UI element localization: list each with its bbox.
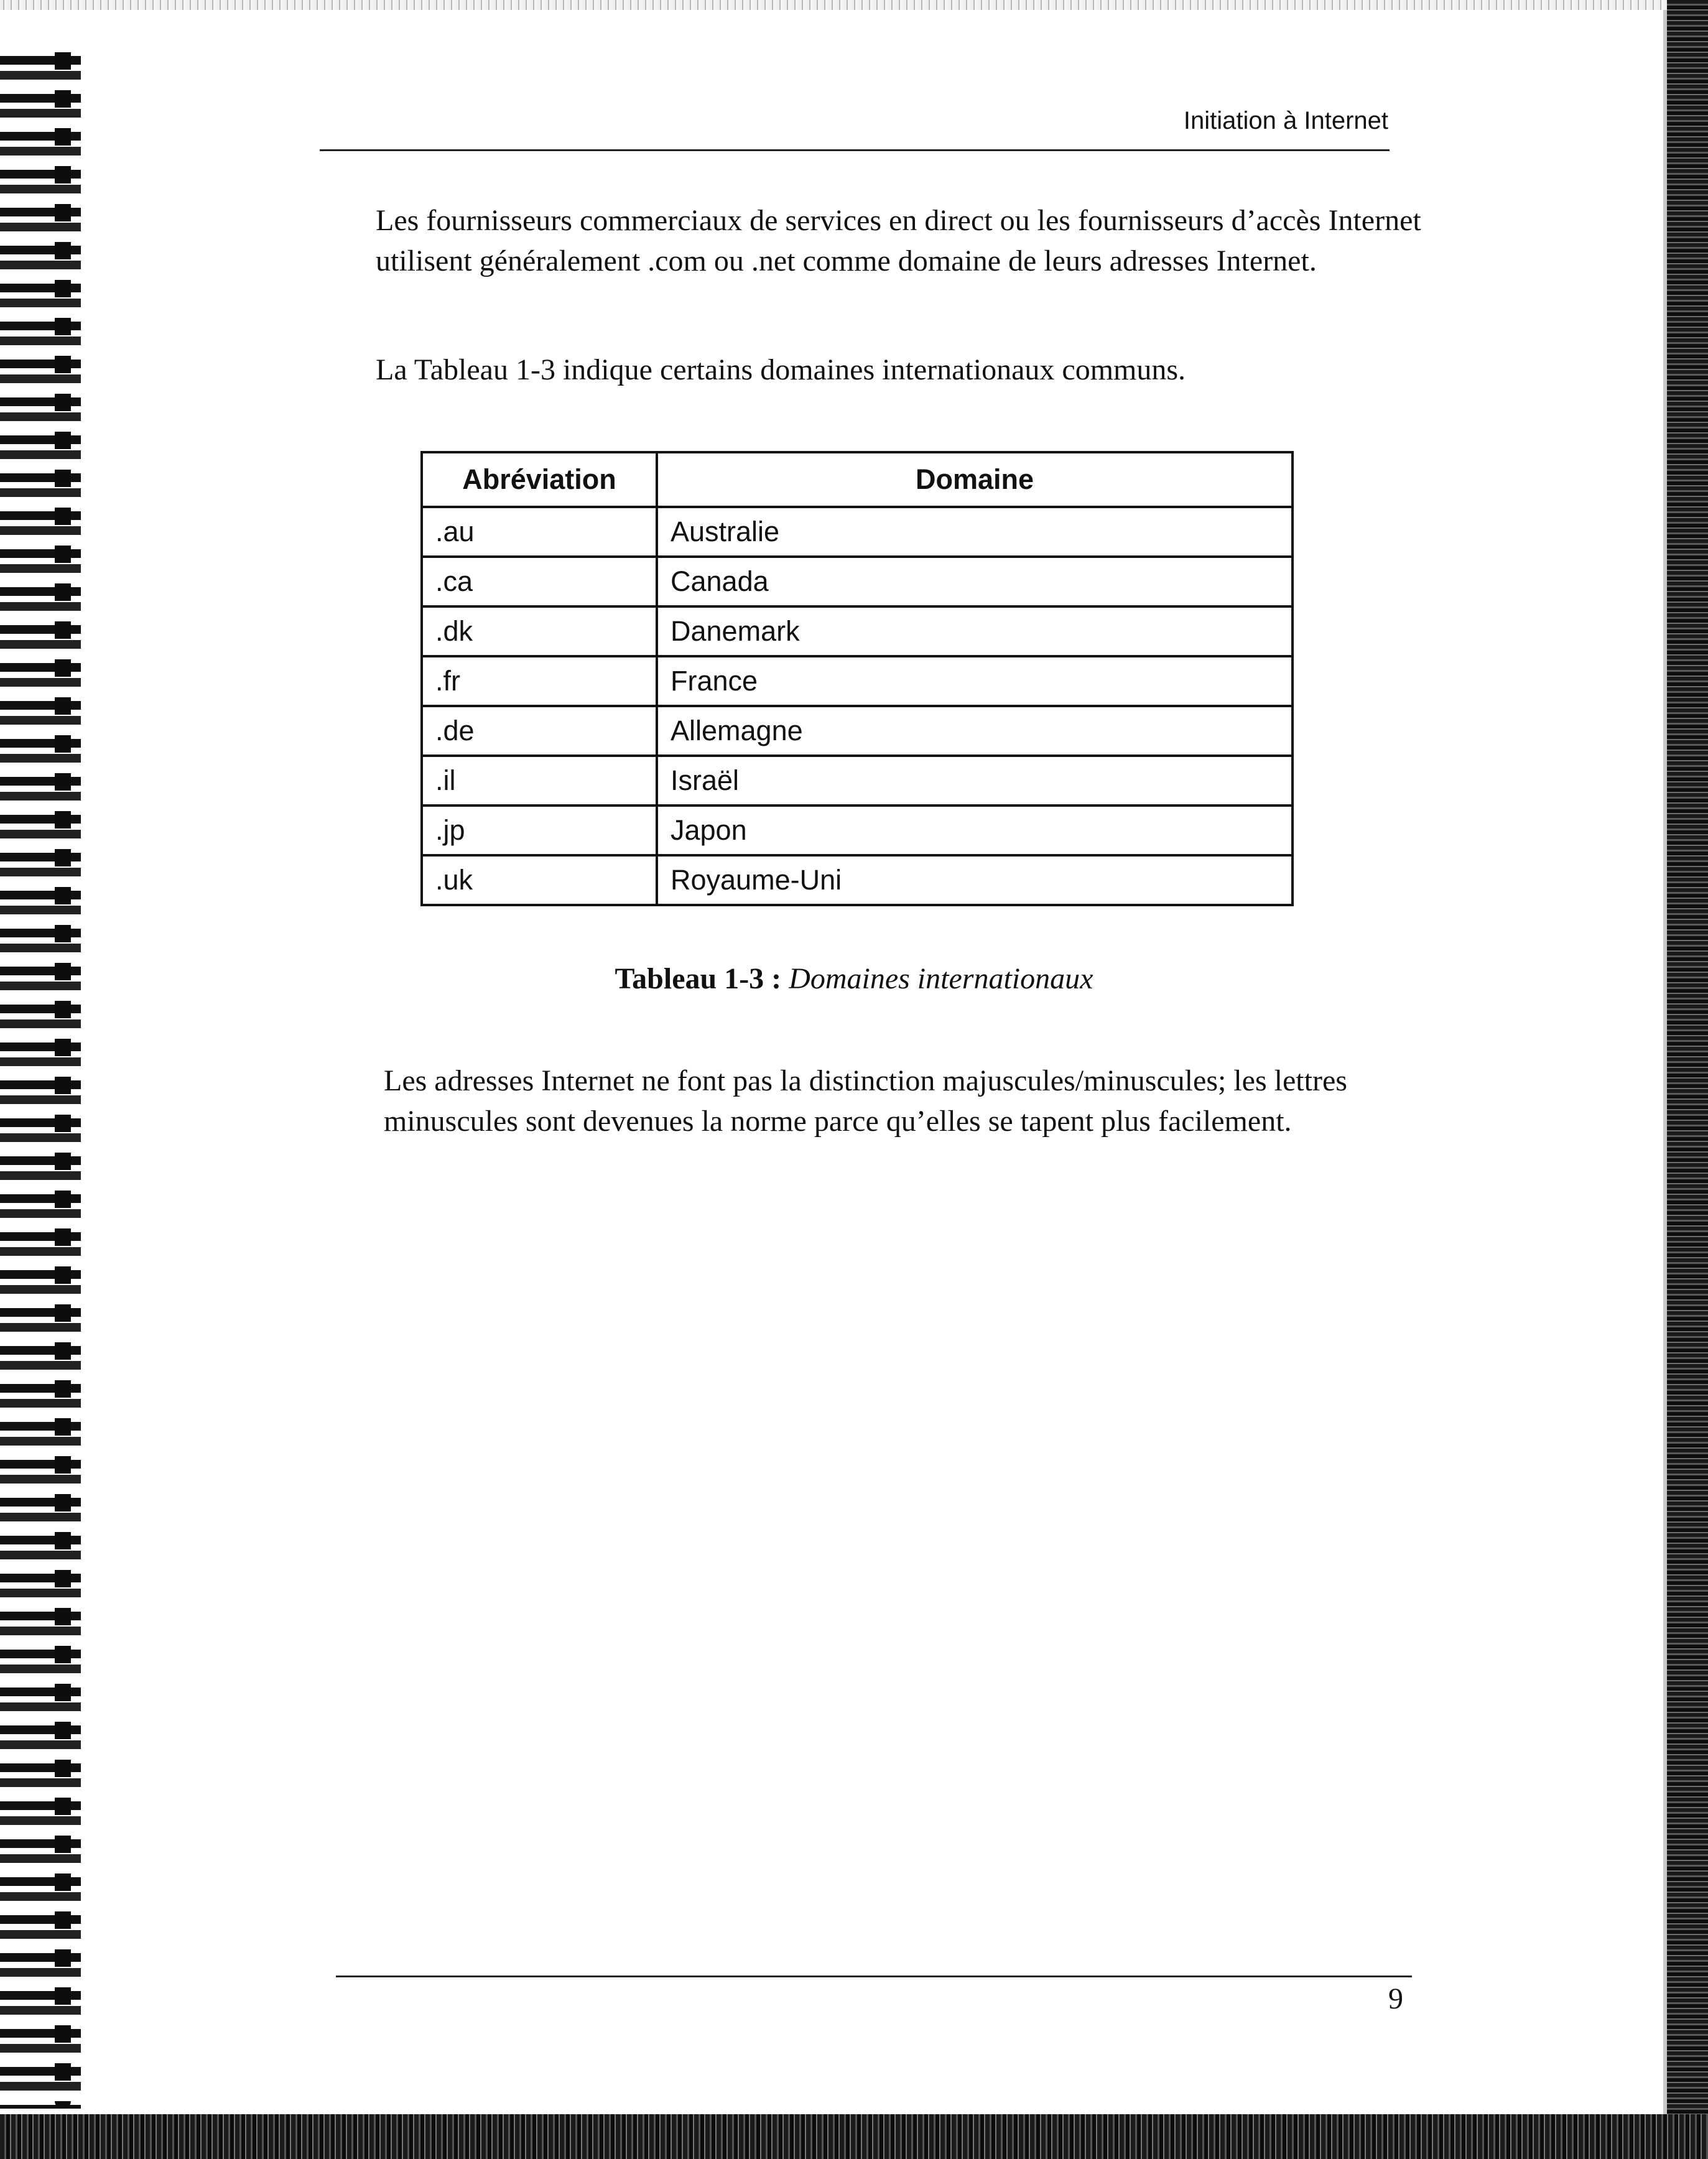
scan-bottom-edge [0,2114,1708,2159]
table-row [422,606,1293,656]
intro-paragraph: Les fournisseurs commerciaux de services en direct ou les fournisseurs d’accès Internet utilisent généralement .com ou .net comme domaine de leurs adresses Internet. [376,204,1421,277]
domain-cell: France [657,656,1293,706]
abbreviation-cell: .ca [422,557,657,606]
domains-table [420,451,1294,906]
scan-top-edge [0,0,1708,10]
column-header-domain: Domaine [657,452,1293,507]
domain-cell: Royaume-Uni [657,855,1293,905]
abbreviation-cell: .il [422,756,657,806]
column-header-abbreviation: Abréviation [422,452,657,507]
table-row [422,507,1293,557]
page-edge [1663,10,1667,2114]
abbreviation-cell: .dk [422,606,657,656]
domain-cell: Danemark [657,606,1293,656]
header-rule [320,149,1390,151]
spiral-binding [0,44,81,2109]
abbreviation-cell: .au [422,507,657,557]
abbreviation-cell: .de [422,706,657,756]
abbreviation-cell: .jp [422,806,657,855]
domain-cell: Canada [657,557,1293,606]
scan-right-edge [1667,0,1708,2159]
domain-cell: Japon [657,806,1293,855]
caption-title: Domaines internationaux [789,962,1093,995]
table-header-row [422,452,1293,507]
page-number: 9 [1388,1982,1403,2015]
table-row [422,855,1293,905]
table-row [422,706,1293,756]
domain-cell: Australie [657,507,1293,557]
table-caption [0,962,1708,996]
abbreviation-cell: .uk [422,855,657,905]
abbreviation-cell: .fr [422,656,657,706]
footer-rule [336,1976,1412,1977]
table-row [422,656,1293,706]
table-row [422,806,1293,855]
running-header: Initiation à Internet [1183,107,1388,134]
table-reference-paragraph: La Tableau 1-3 indique certains domaines internationaux communs. [376,353,1186,386]
note-paragraph: Les adresses Internet ne font pas la distinction majuscules/minuscules; les lettres minuscules sont devenues la norme parce qu’elles se tapent plus facilement. [384,1064,1347,1138]
domain-cell: Allemagne [657,706,1293,756]
table-row [422,557,1293,606]
domain-cell: Israël [657,756,1293,806]
caption-label: Tableau 1-3 : [615,962,782,995]
table-row [422,756,1293,806]
